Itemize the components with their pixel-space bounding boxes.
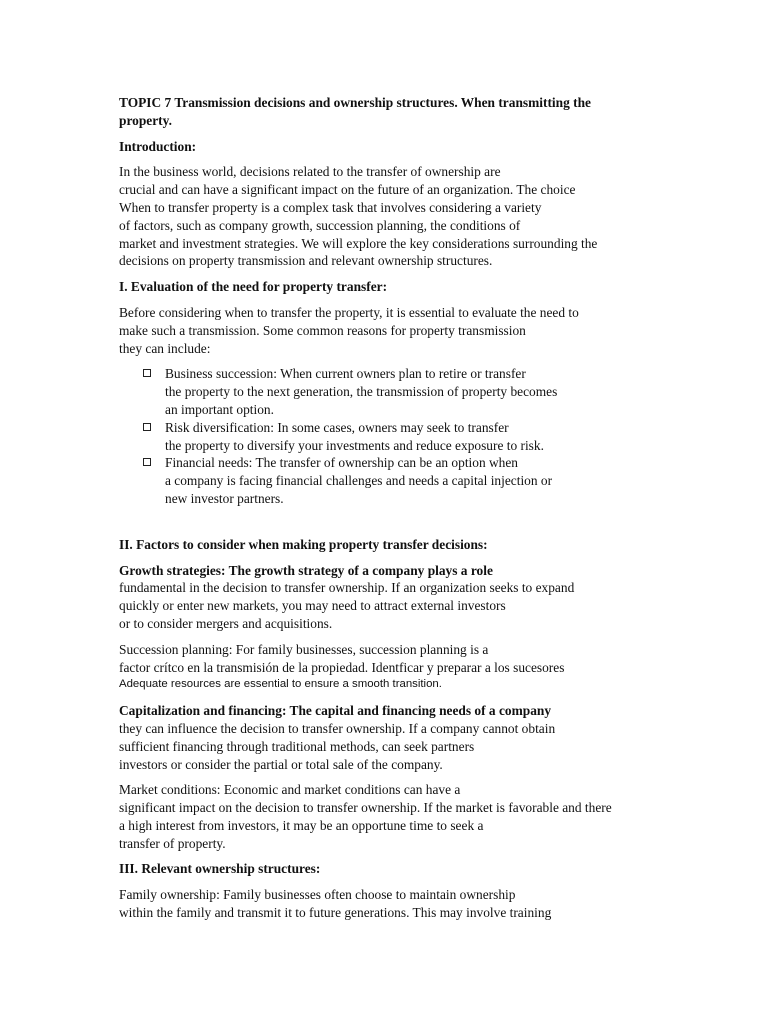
succession-paragraph <box>119 641 649 694</box>
list-item-line: the property to diversify your investments and reduce exposure to risk. <box>165 437 544 453</box>
paragraph-line: sufficient financing through traditional methods, can seek partners <box>119 738 475 754</box>
section-heading: I. Evaluation of the need for property transfer: <box>119 279 388 295</box>
paragraph-line: In the business world, decisions related to the transfer of ownership are <box>119 164 501 180</box>
paragraph-line: or to consider mergers and acquisitions. <box>119 615 333 631</box>
paragraph-line: decisions on property transmission and relevant ownership structures. <box>119 253 493 269</box>
capital-paragraph <box>119 702 649 773</box>
paragraph-line: crucial and can have a significant impact on the future of an organization. The choice <box>119 182 576 198</box>
list-item <box>143 419 649 455</box>
title-line: property. <box>119 112 172 128</box>
section-heading: III. Relevant ownership structures: <box>119 861 321 877</box>
list-item <box>143 454 649 507</box>
bullet-box-icon <box>143 369 151 377</box>
paragraph-line: factor crítco en la transmisión de la propiedad. Identficar y preparar a los sucesores <box>119 659 565 675</box>
title-line: TOPIC 7 Transmission decisions and ownership structures. When transmitting the <box>119 95 591 110</box>
paragraph-line: make such a transmission. Some common reasons for property transmission <box>119 322 526 338</box>
document-title <box>119 94 649 130</box>
paragraph-line: market and investment strategies. We will explore the key considerations surrounding the <box>119 235 598 251</box>
paragraph-lead: Growth strategies: The growth strategy of a company plays a role <box>119 562 493 578</box>
paragraph-line: within the family and transmit it to future generations. This may involve training <box>119 905 552 921</box>
list-item-line: a company is facing financial challenges and needs a capital injection or <box>165 473 553 489</box>
paragraph-line: transfer of property. <box>119 835 226 851</box>
paragraph-line: Adequate resources are essential to ensure a smooth transition. <box>119 678 442 691</box>
paragraph-line: Succession planning: For family businesses, succession planning is a <box>119 641 489 657</box>
paragraph-line: fundamental in the decision to transfer ownership. If an organization seeks to expand <box>119 580 575 596</box>
market-paragraph <box>119 781 649 852</box>
section-heading: II. Factors to consider when making property transfer decisions: <box>119 536 488 552</box>
paragraph-line: quickly or enter new markets, you may need to attract external investors <box>119 598 506 614</box>
document-page <box>119 94 649 922</box>
list-item-line: Financial needs: The transfer of ownership can be an option when <box>165 455 519 471</box>
bullet-box-icon <box>143 458 151 466</box>
paragraph-line: a high interest from investors, it may be an opportune time to seek a <box>119 817 484 833</box>
paragraph-line: Before considering when to transfer the property, it is essential to evaluate the need to <box>119 304 579 320</box>
paragraph-line: Family ownership: Family businesses often choose to maintain ownership <box>119 887 516 903</box>
list-item-line: the property to the next generation, the transmission of property becomes <box>165 384 558 400</box>
paragraph-line: they can influence the decision to transfer ownership. If a company cannot obtain <box>119 720 556 736</box>
bullet-list <box>143 365 649 507</box>
intro-paragraph <box>119 163 649 270</box>
list-item-line: new investor partners. <box>165 490 284 506</box>
list-item-line: Business succession: When current owners plan to retire or transfer <box>165 366 526 382</box>
paragraph-line: Market conditions: Economic and market conditions can have a <box>119 782 461 798</box>
list-item-line: Risk diversification: In some cases, owners may seek to transfer <box>165 419 509 435</box>
paragraph-line: When to transfer property is a complex task that involves considering a variety <box>119 199 542 215</box>
intro-heading: Introduction: <box>119 138 197 154</box>
paragraph-line: investors or consider the partial or total sale of the company. <box>119 756 443 772</box>
paragraph-line: they can include: <box>119 340 211 356</box>
bullet-box-icon <box>143 423 151 431</box>
growth-paragraph <box>119 562 649 633</box>
paragraph-line: significant impact on the decision to transfer ownership. If the market is favorable and there <box>119 800 612 816</box>
family-paragraph <box>119 886 649 922</box>
paragraph-line: of factors, such as company growth, succession planning, the conditions of <box>119 217 521 233</box>
list-item <box>143 365 649 418</box>
section1-paragraph <box>119 304 649 357</box>
list-item-line: an important option. <box>165 401 274 417</box>
paragraph-lead: Capitalization and financing: The capital and financing needs of a company <box>119 703 552 719</box>
